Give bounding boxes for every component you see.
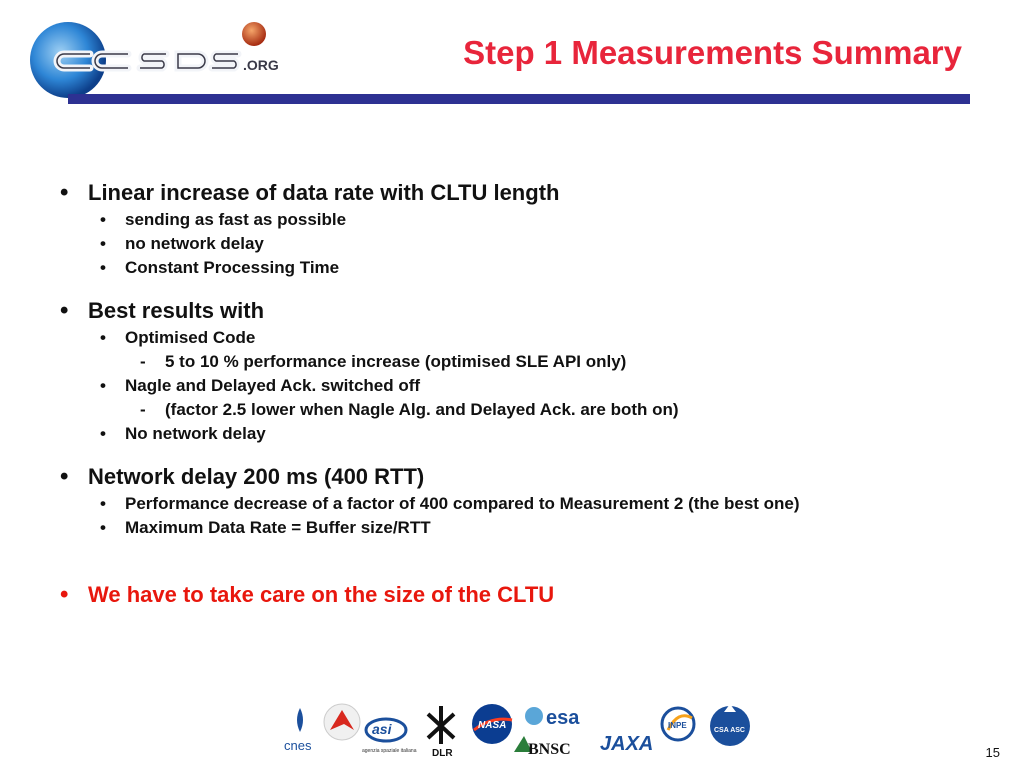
bullet-text: Constant Processing Time [125, 258, 340, 277]
svg-text:.ORG: .ORG [243, 57, 279, 73]
bullet-l2: • Constant Processing Time [100, 258, 340, 277]
csa-logo [710, 704, 750, 746]
inpe-logo [662, 708, 694, 740]
bullet-text: Network delay 200 ms (400 RTT) [88, 464, 425, 489]
bullet-text: Maximum Data Rate = Buffer size/RTT [125, 518, 431, 537]
bullet-l1: • Best results with [60, 297, 265, 324]
svg-text:cnes: cnes [284, 738, 312, 753]
bullet-l2: • No network delay [100, 424, 266, 443]
svg-text:agenzia spaziale italiana: agenzia spaziale italiana [362, 748, 417, 754]
bullet-l3: - (factor 2.5 lower when Nagle Alg. and Delayed Ack. are both on) [140, 400, 679, 419]
bullet-text: sending as fast as possible [125, 210, 347, 229]
highlight-text: We have to take care on the size of the CLTU [88, 582, 555, 607]
bullet-l2: • Performance decrease of a factor of 400 compared to Measurement 2 (the best one) [100, 494, 800, 513]
bnsc-logo [514, 736, 571, 758]
svg-text:DLR: DLR [432, 748, 453, 759]
bullet-text: Performance decrease of a factor of 400 compared to Measurement 2 (the best one) [125, 494, 800, 513]
ccsds-logo [28, 20, 298, 100]
bullet-text: No network delay [125, 424, 266, 443]
bullet-text: Nagle and Delayed Ack. switched off [125, 376, 421, 395]
svg-text:esa: esa [546, 707, 580, 729]
dlr-logo [428, 706, 454, 759]
bullet-l3: - 5 to 10 % performance increase (optimised SLE API only) [140, 352, 627, 371]
svg-text:INPE: INPE [668, 721, 687, 730]
bullet-l2: • Optimised Code [100, 328, 256, 347]
bullet-l2: • Maximum Data Rate = Buffer size/RTT [100, 518, 431, 537]
roscosmos-logo [324, 704, 360, 740]
bullet-text: no network delay [125, 234, 264, 253]
bullet-text: Optimised Code [125, 328, 256, 347]
bullet-text: 5 to 10 % performance increase (optimised SLE API only) [165, 352, 627, 371]
nasa-logo [472, 704, 512, 744]
cnes-logo [284, 708, 312, 753]
slide-title: Step 1 Measurements Summary [463, 34, 962, 71]
highlight-bullet: • We have to take care on the size of the CLTU [60, 581, 555, 608]
sponsor-logos [278, 700, 758, 760]
page-number: 15 [985, 745, 1000, 760]
bullet-text: Linear increase of data rate with CLTU length [88, 180, 560, 205]
svg-text:NASA: NASA [478, 720, 507, 731]
svg-text:JAXA: JAXA [600, 733, 654, 755]
svg-text:BNSC: BNSC [528, 741, 571, 758]
bullet-text: (factor 2.5 lower when Nagle Alg. and Delayed Ack. are both on) [165, 400, 679, 419]
bullet-l2: • no network delay [100, 234, 264, 253]
slide-content [60, 178, 980, 610]
bullet-text: Best results with [88, 298, 265, 323]
asi-logo [362, 719, 417, 754]
svg-text:asi: asi [372, 721, 392, 737]
bullet-l1: • Linear increase of data rate with CLTU length [60, 179, 560, 206]
svg-text:CSA ASC: CSA ASC [714, 727, 745, 734]
bullet-l2: • sending as fast as possible [100, 210, 347, 229]
bullet-l2: • Nagle and Delayed Ack. switched off [100, 376, 421, 395]
jaxa-logo [600, 733, 653, 755]
title-rule [68, 94, 970, 104]
esa-logo [525, 707, 580, 729]
bullet-l1: • Network delay 200 ms (400 RTT) [60, 463, 425, 490]
